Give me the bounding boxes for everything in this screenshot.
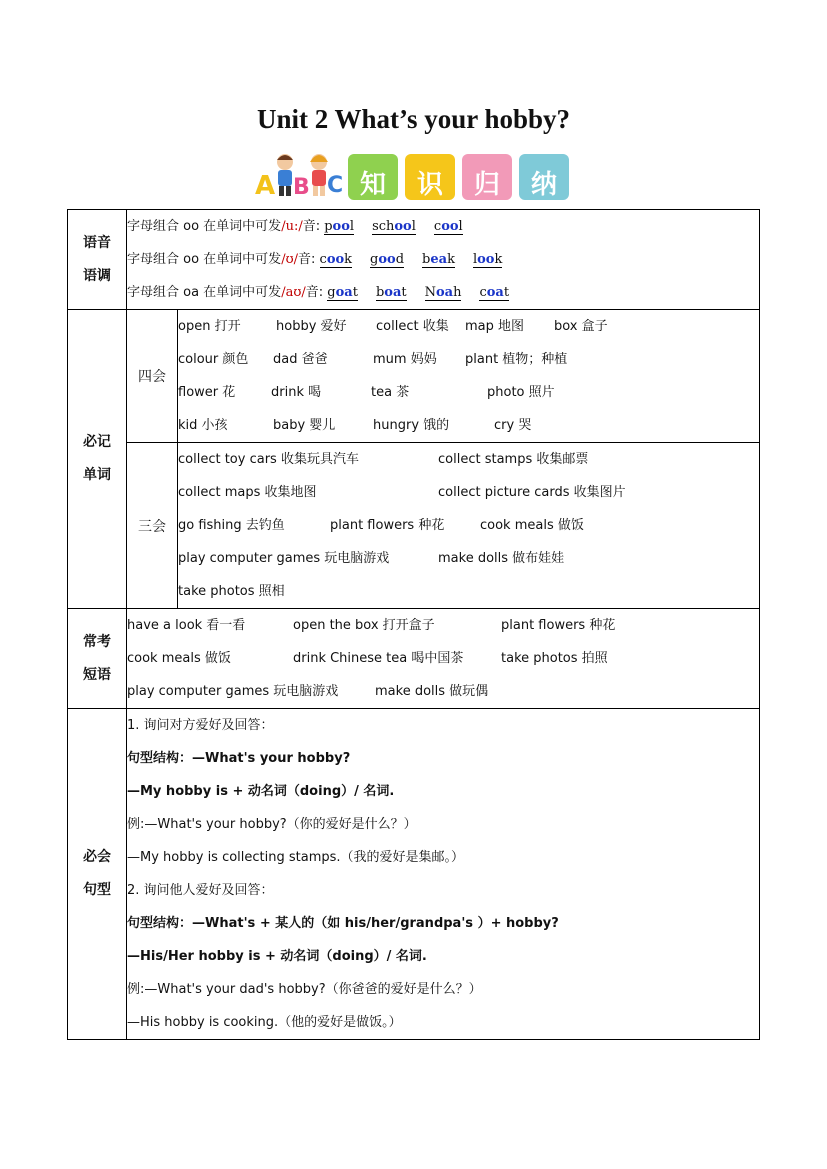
vocab-three-item: collect stamps 收集邮票 <box>438 452 589 467</box>
sentence-line: 句型结构：—What's your hobby? <box>127 751 351 766</box>
word-highlight: oo <box>394 219 412 234</box>
phonics-sound: /aʊ/ <box>281 285 306 300</box>
vocab-three-item: go fishing 去钓鱼 <box>178 518 285 533</box>
vocab-four-item: colour 颜色 <box>178 352 249 367</box>
vocab-three-content <box>178 443 760 609</box>
word-post: t <box>401 285 407 300</box>
vocab-four-item-row <box>178 343 759 376</box>
sentence-line: —My hobby is collecting stamps.（我的爱好是集邮。） <box>127 850 465 865</box>
svg-text:A: A <box>255 171 276 200</box>
banner-tile-1: 知 <box>348 154 398 200</box>
sentence-line: —My hobby is + 动名词（doing）/ 名词. <box>127 784 395 799</box>
phonics-word <box>425 285 462 301</box>
phonics-prefix: 字母组合 oo 在单词中可发 <box>127 252 282 267</box>
vocab-four-item: map 地图 <box>465 319 525 334</box>
phonics-word <box>370 252 404 268</box>
vocab-three-label: 三会 <box>127 443 178 609</box>
word-highlight: oo <box>477 252 495 267</box>
vocab-four-item: hungry 饿的 <box>373 418 450 433</box>
vocab-three-item: take photos 照相 <box>178 584 285 599</box>
sentence-line: 2. 询问他人爱好及回答： <box>127 883 274 898</box>
word-pre: g <box>327 285 336 300</box>
word-highlight: oo <box>326 252 345 267</box>
vocab-four-item-row <box>178 310 759 343</box>
word-post: t <box>503 285 510 300</box>
vocab-four-item: hobby 爱好 <box>276 319 347 334</box>
banner-tile-2: 识 <box>405 154 455 200</box>
phonics-word <box>422 252 455 268</box>
word-pre: g <box>370 252 379 267</box>
phonics-label: 语音语调 <box>68 210 127 310</box>
phonics-word <box>324 219 354 235</box>
word-post: l <box>458 219 463 234</box>
phonics-word <box>479 285 509 301</box>
word-pre: p <box>324 219 333 234</box>
vocab-four-item: open 打开 <box>178 319 241 334</box>
word-post: k <box>344 252 353 267</box>
vocab-four-item: drink 喝 <box>271 385 322 400</box>
word-highlight: ea <box>430 252 448 267</box>
vocab-four-label: 四会 <box>127 310 178 443</box>
sentences-section <box>68 709 760 1040</box>
sentences-label: 必会句型 <box>68 709 127 1040</box>
vocab-three-item-row <box>178 542 759 575</box>
phrase-item-row <box>127 675 759 708</box>
vocab-four-item-row <box>178 376 759 409</box>
vocab-four-item: mum 妈妈 <box>373 352 437 367</box>
vocab-three-item-row <box>178 476 759 509</box>
phrases-label: 常考短语 <box>68 609 127 709</box>
banner-tile-4: 纳 <box>519 154 569 200</box>
vocab-four-item: baby 婴儿 <box>273 418 336 433</box>
vocab-three-item: collect picture cards 收集图片 <box>438 485 626 500</box>
sentence-line: —His hobby is cooking.（他的爱好是做饭。） <box>127 1015 402 1030</box>
phonics-prefix: 字母组合 oa 在单词中可发 <box>127 285 282 300</box>
word-highlight: oo <box>441 219 459 234</box>
phrases-content <box>127 609 760 709</box>
phonics-suffix: 音: <box>298 252 320 267</box>
word-pre: b <box>375 285 385 300</box>
vocab-four-item: cry 哭 <box>494 418 532 433</box>
word-highlight: oa <box>384 285 402 300</box>
vocab-three-item-row <box>178 575 759 608</box>
vocab-four-item: tea 茶 <box>371 385 410 400</box>
svg-text:C: C <box>327 173 344 198</box>
word-highlight: oa <box>486 285 504 300</box>
kids-abc-illustration-icon <box>255 150 347 200</box>
word-post: k <box>447 252 455 267</box>
vocab-four-item: box 盒子 <box>554 319 608 334</box>
phrase-item-row <box>127 642 759 675</box>
phonics-word <box>327 285 358 301</box>
vocab-three-item: plant flowers 种花 <box>330 518 445 533</box>
phonics-suffix: 音: <box>302 219 325 234</box>
phonics-word <box>434 219 463 235</box>
vocab-four-item: kid 小孩 <box>178 418 228 433</box>
vocab-three-item-row <box>178 509 759 542</box>
phonics-row <box>127 210 759 243</box>
phrases-section <box>68 609 760 709</box>
vocab-four-item-row <box>178 409 759 442</box>
vocab-three-section <box>68 443 760 609</box>
sentence-line: —His/Her hobby is + 动名词（doing）/ 名词. <box>127 949 427 964</box>
phonics-prefix: 字母组合 oo 在单词中可发 <box>127 219 282 234</box>
word-pre: c <box>319 252 327 267</box>
vocab-label: 必记单词 <box>68 310 127 609</box>
phonics-row <box>127 243 759 276</box>
sentences-content <box>127 709 760 1040</box>
vocab-three-item: play computer games 玩电脑游戏 <box>178 551 390 566</box>
phrase-item-row <box>127 609 759 642</box>
vocab-four-item: dad 爸爸 <box>273 352 328 367</box>
banner-tile-3: 归 <box>462 154 512 200</box>
vocab-four-section <box>68 310 760 443</box>
phonics-row <box>127 276 759 309</box>
phrase-item: take photos 拍照 <box>501 651 608 666</box>
knowledge-table <box>67 209 760 1040</box>
phonics-sound: /u:/ <box>281 219 303 234</box>
vocab-four-content <box>178 310 760 443</box>
word-post: l <box>411 219 416 234</box>
knowledge-banner <box>255 150 575 200</box>
word-post: k <box>494 252 503 267</box>
phrase-item: drink Chinese tea 喝中国茶 <box>293 651 464 666</box>
phonics-sound: /ʊ/ <box>281 252 299 267</box>
phonics-content <box>127 210 760 310</box>
phonics-section <box>68 210 760 310</box>
vocab-three-item: collect maps 收集地图 <box>178 485 317 500</box>
phrase-item: cook meals 做饭 <box>127 651 231 666</box>
vocab-four-item: flower 花 <box>178 385 236 400</box>
word-pre: c <box>433 219 442 234</box>
vocab-four-item: plant 植物；种植 <box>465 352 568 367</box>
word-pre: l <box>472 252 478 267</box>
phrase-item: plant flowers 种花 <box>501 618 616 633</box>
sentence-line: 例:—What's your hobby?（你的爱好是什么？） <box>127 817 417 832</box>
vocab-three-item: make dolls 做布娃娃 <box>438 551 565 566</box>
phrase-item: make dolls 做玩偶 <box>375 684 489 699</box>
vocab-four-item: photo 照片 <box>487 385 555 400</box>
word-pre: b <box>422 252 431 267</box>
word-post: d <box>395 252 405 267</box>
word-highlight: oa <box>335 285 353 300</box>
word-post: h <box>453 285 462 300</box>
word-pre: sch <box>372 219 395 234</box>
word-post: l <box>349 219 355 234</box>
page-title: Unit 2 What’s your hobby? <box>256 104 571 134</box>
word-highlight: oo <box>332 219 350 234</box>
word-highlight: oo <box>378 252 396 267</box>
phonics-word <box>372 219 416 235</box>
phrase-item: open the box 打开盒子 <box>293 618 435 633</box>
sentence-line: 例:—What's your dad's hobby?（你爸爸的爱好是什么？） <box>127 982 482 997</box>
word-pre: N <box>424 285 436 300</box>
phonics-word <box>473 252 502 268</box>
vocab-four-item: collect 收集 <box>376 319 449 334</box>
phonics-word <box>320 252 353 268</box>
phonics-suffix: 音: <box>305 285 328 300</box>
sentence-line: 句型结构：—What's + 某人的（如 his/her/grandpa's ）+ hobby? <box>127 916 559 931</box>
vocab-three-item: collect toy cars 收集玩具汽车 <box>178 452 359 467</box>
word-post: t <box>352 285 358 300</box>
vocab-three-item-row <box>178 443 759 476</box>
sentence-line: 1. 询问对方爱好及回答： <box>127 718 274 733</box>
word-highlight: oa <box>436 285 454 300</box>
vocab-three-item: cook meals 做饭 <box>480 518 584 533</box>
phonics-word <box>376 285 407 301</box>
phrase-item: have a look 看一看 <box>127 618 246 633</box>
word-pre: c <box>479 285 487 300</box>
svg-text:B: B <box>293 175 310 200</box>
phrase-item: play computer games 玩电脑游戏 <box>127 684 339 699</box>
